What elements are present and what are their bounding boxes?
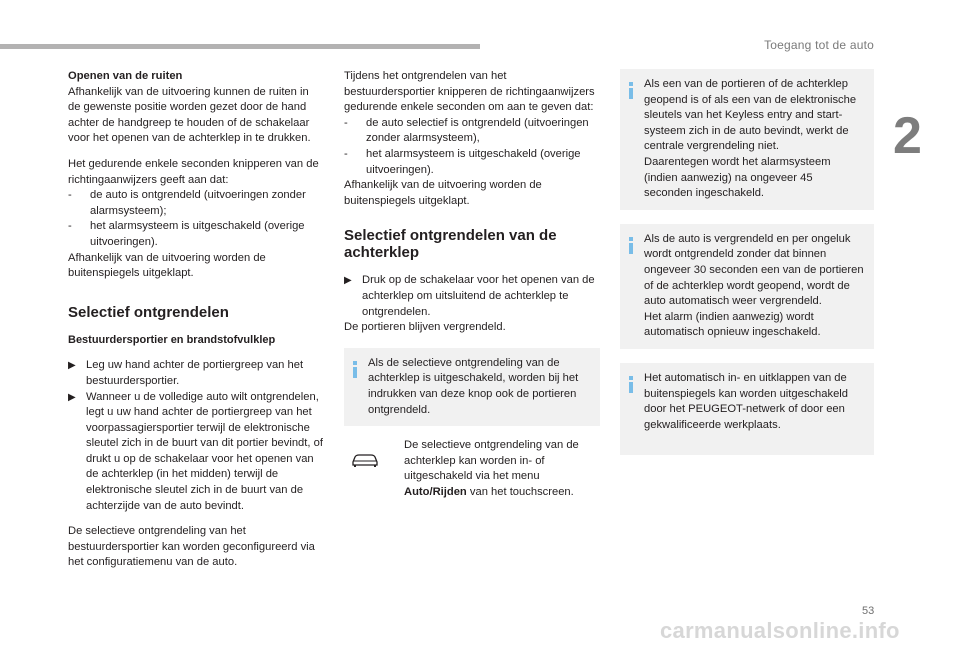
header-bar (0, 44, 480, 49)
list-item-text: de auto selectief is ontgrendeld (uitvoeringen zonder alarmsysteem), (366, 116, 589, 145)
list-item (68, 219, 324, 250)
menu-path: Auto/Rijden (404, 485, 467, 498)
info-icon (629, 376, 633, 392)
chapter-number: 2 (893, 107, 922, 165)
info-box (620, 363, 874, 455)
list-item (68, 358, 324, 389)
dash-marker: - (344, 147, 348, 160)
dash-marker: - (344, 116, 348, 129)
paragraph-unlock-intro: Tijdens het ontgrendelen van het bestuurdersportier knipperen de richtingaanwijzers gedurende enkele seconden om aan te geven dat: (344, 70, 595, 114)
section-title: Toegang tot de auto (764, 38, 874, 52)
list-item (344, 147, 600, 178)
paragraph-blink-intro: Het gedurende enkele seconden knipperen van de richtingaanwijzers geeft aan dat: (68, 157, 319, 186)
column-1 (68, 69, 324, 571)
page-number: 53 (862, 605, 875, 617)
column-2 (344, 69, 600, 500)
paragraph-mirrors: Afhankelijk van de uitvoering worden de buitenspiegels uitgeklapt. (68, 251, 266, 280)
dash-marker: - (68, 189, 72, 202)
list-item (344, 116, 600, 147)
info-text: Het automatisch in- en uitklappen van de buitenspiegels kan worden uitgeschakeld door het PEUGEOT-netwerk of door een gekwalificeerde werkplaats. (644, 371, 848, 431)
info-box (620, 224, 874, 349)
car-note-text: De selectieve ontgrendeling van de achterklep kan worden in- of uitgeschakeld via het menu Auto/Rijden van het touchscreen. (404, 439, 579, 498)
heading-windows: Openen van de ruiten (68, 70, 183, 82)
watermark: carmanualsonline.info (660, 618, 900, 643)
arrow-right-icon: ▶ (68, 360, 76, 372)
info-text: Daarentegen wordt het alarmsysteem (indien aanwezig) na ongeveer 45 seconden ingeschakeld. (644, 155, 831, 200)
list-item (344, 273, 600, 320)
list-item-text: Wanneer u de volledige auto wilt ontgrendelen, legt u uw hand achter de portiergreep van het voorpassagiersportier terwijl de elektronische sleutel zich in de buurt van dit portier bevindt, of drukt u op de schakelaar voor het openen van de achterklep (in het midden) terwijl de elektronische sleutel zich in de buurt van de achterzijde van de auto bevindt. (86, 390, 323, 512)
paragraph-mirrors: Afhankelijk van de uitvoering worden de buitenspiegels uitgeklapt. (344, 179, 542, 207)
info-icon (629, 237, 633, 253)
list-item (68, 390, 324, 515)
dash-marker: - (68, 220, 72, 233)
column-3 (620, 69, 874, 455)
paragraph-config: De selectieve ontgrendeling van het bestuurdersportier kan worden geconfigureerd via het configuratiemenu van de auto. (68, 525, 315, 569)
paragraph-doors-locked: De portieren blijven vergrendeld. (344, 321, 506, 334)
list-item-text: Druk op de schakelaar voor het openen van de achterklep om uitsluitend de achterklep te ontgrendelen. (362, 274, 595, 318)
info-text: Als een van de portieren of de achterklep geopend is of als een van de elektronische sleutels van het Keyless entry and start-systeem zich in de auto bevindt, werkt de centrale vergrendeling niet. (644, 78, 857, 153)
list-item-text: het alarmsysteem is uitgeschakeld (overige uitvoeringen). (366, 147, 581, 176)
arrow-right-icon: ▶ (344, 275, 352, 287)
list-item-text: de auto is ontgrendeld (uitvoeringen zonder alarmsysteem); (90, 189, 306, 217)
info-box (344, 348, 600, 426)
info-text: Als de auto is vergrendeld en per ongeluk wordt ontgrendeld zonder dat binnen ongeveer 30 seconden een van de portieren of de achterklep wordt geopend, wordt de auto automatisch weer vergrendeld. (644, 232, 864, 308)
car-settings-note (344, 438, 600, 500)
subheading-driver-door: Bestuurdersportier en brandstofvulklep (68, 333, 276, 346)
arrow-right-icon: ▶ (68, 391, 76, 403)
car-icon (344, 438, 404, 500)
info-icon (353, 361, 357, 377)
info-text: Als de selectieve ontgrendeling van de achterklep is uitgeschakeld, worden bij het indrukken van deze knop ook de portieren ontgrendeld. (368, 356, 579, 416)
info-box (620, 69, 874, 210)
heading-tailgate-unlock: Selectief ontgrendelen van de achterklep (344, 227, 557, 262)
list-item (68, 188, 324, 219)
list-item-text: het alarmsysteem is uitgeschakeld (overige uitvoeringen). (90, 220, 305, 248)
heading-selective-unlock: Selectief ontgrendelen (68, 303, 229, 321)
info-icon (629, 82, 633, 98)
info-text: Het alarm (indien aanwezig) wordt automatisch opnieuw ingeschakeld. (644, 310, 821, 339)
paragraph-windows: Afhankelijk van de uitvoering kunnen de ruiten in de gewenste positie worden gezet door de hand achter de handgreep te houden of de schakelaar voor het openen van de achterklep in te drukken. (68, 85, 311, 145)
list-item-text: Leg uw hand achter de portiergreep van het bestuurdersportier. (86, 359, 304, 387)
